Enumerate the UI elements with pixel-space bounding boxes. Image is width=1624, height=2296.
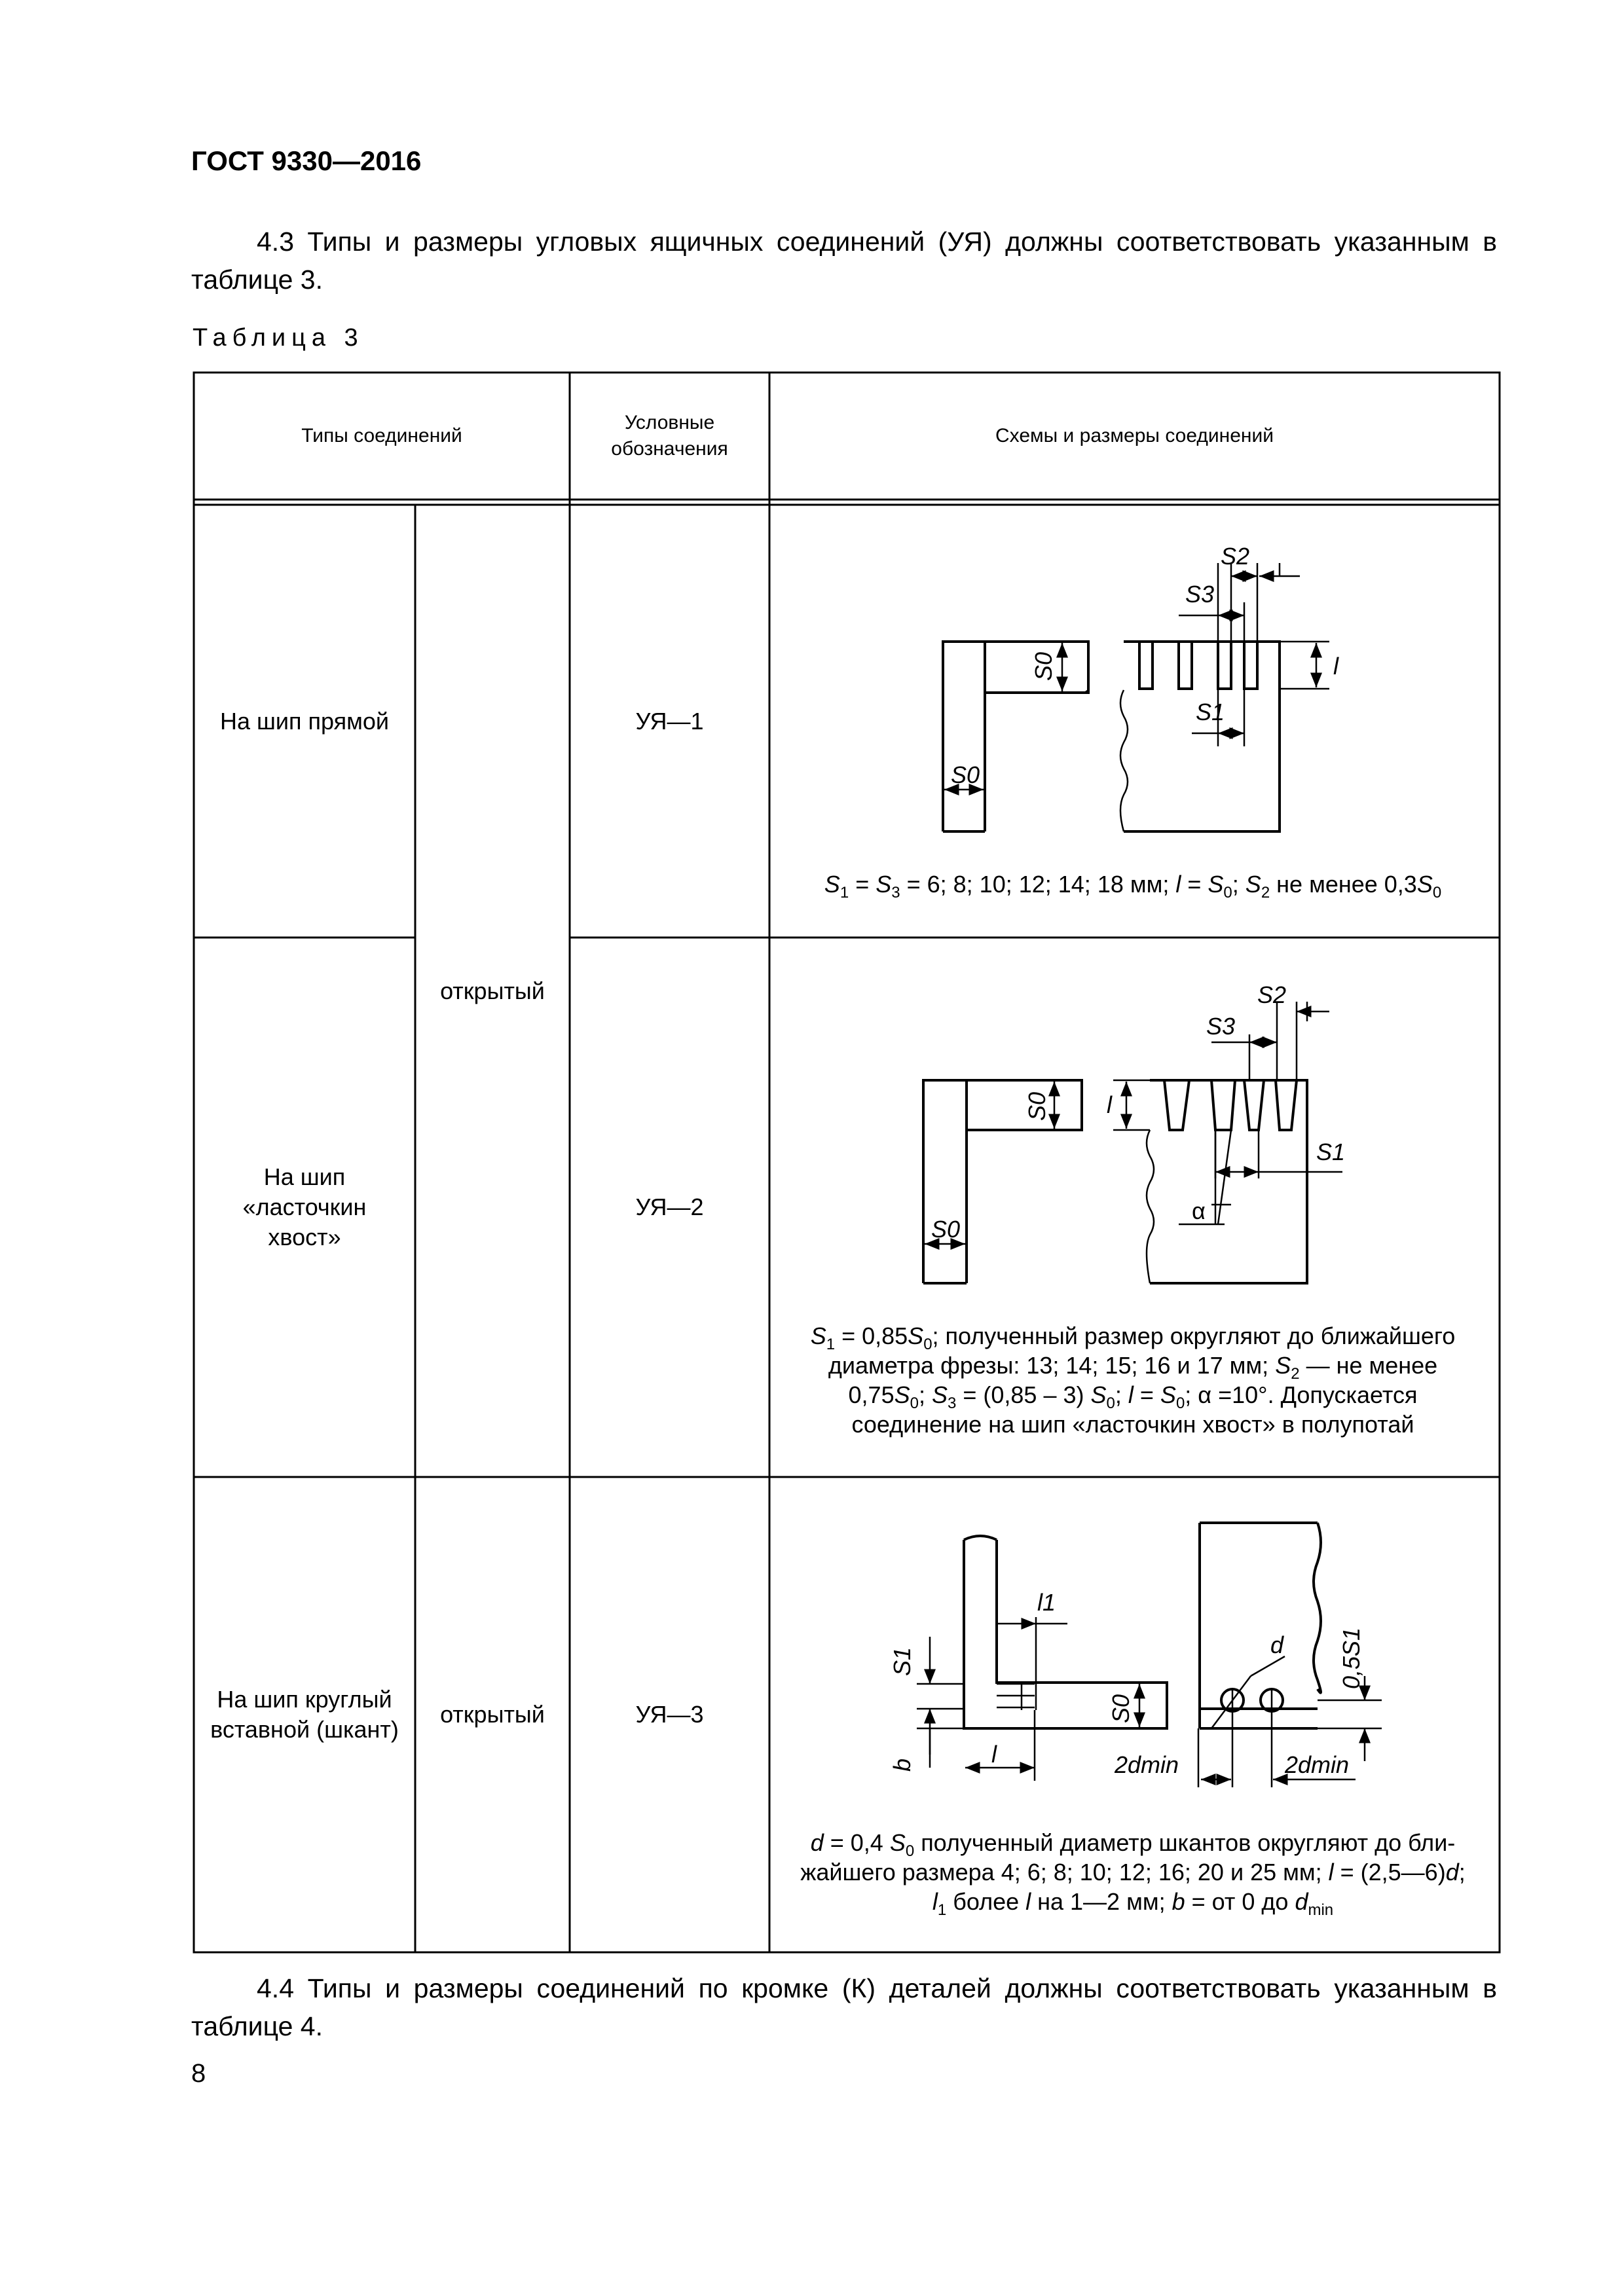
intro-paragraph: 4.3 Типы и размеры угловых ящичных соединений (УЯ) должны соответствовать указанным в таблице 3. <box>191 227 1497 295</box>
l-label-3: l <box>991 1741 997 1768</box>
twodmin-label-2: 2dmin <box>1285 1751 1350 1778</box>
table-caption: Таблица 3 <box>193 324 364 352</box>
s0-label-2b: S0 <box>931 1216 961 1243</box>
l-label-1: l <box>1333 653 1338 680</box>
s0-label-1b: S0 <box>951 761 980 788</box>
note-uya2-line2: диаметра фрезы: 13; 14; 15; 16 и 17 мм; $S_2$ — не менее <box>828 1352 1438 1383</box>
header-types: Типы соединений <box>301 425 462 446</box>
s0-label-2a: S0 <box>1024 1091 1050 1121</box>
l-label-2: l <box>1107 1091 1112 1118</box>
row2-type: На шип «ласточкин хвост» <box>242 1163 367 1250</box>
row2-designation: УЯ—2 <box>635 1194 704 1220</box>
document-header: ГОСТ 9330—2016 <box>191 145 422 176</box>
page-number: 8 <box>191 2059 206 2088</box>
alpha-label: α <box>1192 1197 1206 1224</box>
row12-open-label: открытый <box>440 977 545 1004</box>
scheme-uya1 <box>943 543 1339 831</box>
row1-designation: УЯ—1 <box>635 707 704 735</box>
s1-label-2: S1 <box>1316 1139 1346 1165</box>
row3-open-label: открытый <box>440 1701 545 1728</box>
note-uya3-line1: d = 0,4 $S_0$ полученный диаметр шкантов округляют до бли- <box>810 1829 1456 1860</box>
s0-label-1a: S0 <box>1030 651 1057 681</box>
closing-paragraph: 4.4 Типы и размеры соединений по кромке (К) деталей должны соответствовать указанным в таблице 4. <box>191 1973 1497 2041</box>
scheme-uya3 <box>889 1523 1382 1787</box>
s3-label-2: S3 <box>1206 1013 1236 1040</box>
note-uya2-line3: $0,75S_0$; $S_3 = (0,85 - 3)$ $S_0$; $l = S_0$; α =10°. Допускается <box>848 1381 1418 1412</box>
note-uya2-line1: $S_1 = 0,85S_0$; полученный размер округляют до ближайшего <box>810 1322 1456 1353</box>
note-uya3-line2: жайшего размера 4; 6; 8; 10; 12; 16; 20 и 25 мм; l = (2,5—6)d; <box>800 1859 1466 1886</box>
l1-label: l1 <box>1037 1589 1056 1616</box>
s3-label-1: S3 <box>1185 581 1215 608</box>
s2-label-1: S2 <box>1221 543 1250 570</box>
d-label: d <box>1270 1631 1284 1658</box>
row3-designation: УЯ—3 <box>635 1701 704 1728</box>
b-label: b <box>889 1758 915 1772</box>
s1-label-3: S1 <box>889 1647 915 1676</box>
s2-label-2: S2 <box>1257 981 1287 1008</box>
row1-type: На шип прямой <box>220 707 389 735</box>
note-uya2-line4: соединение на шип «ласточкин хвост» в полупотай <box>851 1411 1414 1438</box>
note-uya3-line3: $l_1$ более l на 1—2 мм; b = от 0 до $d_{min}$ <box>932 1888 1334 1919</box>
note-uya3 <box>773 1828 1493 1919</box>
half-s1-label: 0,5S1 <box>1338 1627 1365 1689</box>
header-designation: Условные обозначения <box>611 412 728 460</box>
header-schemes: Схемы и размеры соединений <box>995 425 1274 446</box>
note-uya1: $S_1 = S_3 = 6$; 8; 10; 12; 14; 18 мм; $l = S_0$; $S_2$ не менее $0,3S_0$ <box>824 871 1442 902</box>
scheme-uya2 <box>923 981 1345 1283</box>
s0-label-3: S0 <box>1107 1694 1134 1723</box>
twodmin-label-1: 2dmin <box>1115 1751 1179 1778</box>
row3-type: На шип круглый вставной (шкант) <box>210 1686 399 1743</box>
s1-label-1: S1 <box>1196 699 1225 725</box>
note-uya2 <box>773 1321 1493 1439</box>
